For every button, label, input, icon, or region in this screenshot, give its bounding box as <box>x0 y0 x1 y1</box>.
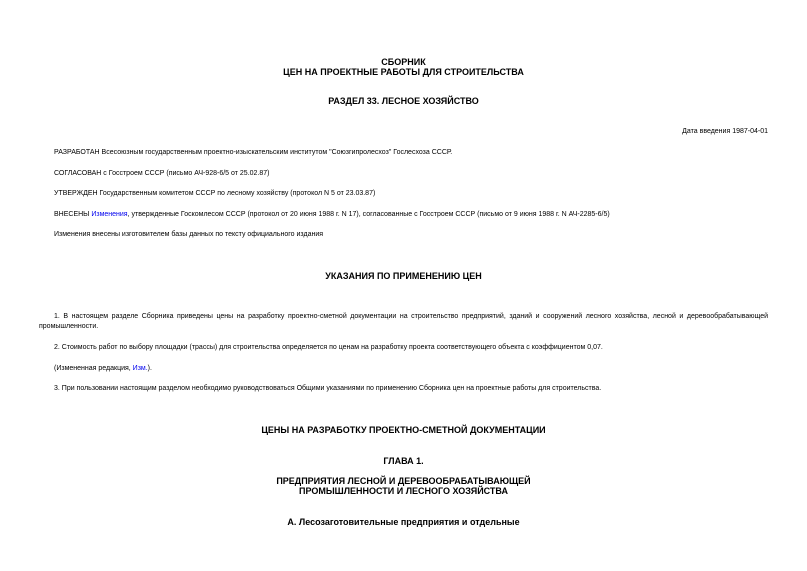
chapter-title-line-2: ПРОМЫШЛЕННОСТИ И ЛЕСНОГО ХОЗЯЙСТВА <box>299 486 508 496</box>
introduced-prefix: ВНЕСЕНЫ <box>54 211 92 218</box>
developed-note: РАЗРАБОТАН Всесоюзным государственным проектно-изыскательским институтом "Союзгипролесхоз" Гослесхоза СССР. <box>54 149 453 156</box>
section-title: РАЗДЕЛ 33. ЛЕСНОЕ ХОЗЯЙСТВО <box>328 96 479 106</box>
note-suffix: ). <box>147 365 152 372</box>
introduced-note <box>54 210 610 219</box>
chapter-number: ГЛАВА 1. <box>383 456 424 466</box>
subsection-title: А. Лесозаготовительные предприятия и отдельные <box>287 517 520 527</box>
note-prefix: (Измененная редакция, <box>54 365 133 372</box>
changes-note: Изменения внесены изготовителем базы данных по тексту официального издания <box>54 231 324 238</box>
introduced-suffix: , утвержденные Госкомлесом СССР (протокол от 20 июня 1988 г. N 17), согласованные с Госстроем СССР (письмо от 9 июня 1988 г. N АЧ-2285-6/5) <box>127 211 610 218</box>
usage-paragraph-2-note <box>54 364 152 373</box>
change-link[interactable]: Изм. <box>132 365 148 372</box>
intro-date: Дата введения 1987-04-01 <box>682 128 768 135</box>
usage-heading: УКАЗАНИЯ ПО ПРИМЕНЕНИЮ ЦЕН <box>325 271 482 281</box>
approved-note: УТВЕРЖДЕН Государственным комитетом СССР по лесному хозяйству (протокол N 5 от 23.03.87) <box>54 190 376 197</box>
changes-link[interactable]: Изменения <box>91 211 128 218</box>
usage-paragraph-3: 3. При пользовании настоящим разделом необходимо руководствоваться Общими указаниями по применению Сборника цен на проектные работы для строительства. <box>54 385 602 392</box>
agreed-note: СОГЛАСОВАН с Госстроем СССР (письмо АЧ-928-6/5 от 25.02.87) <box>54 170 270 177</box>
prices-heading: ЦЕНЫ НА РАЗРАБОТКУ ПРОЕКТНО-СМЕТНОЙ ДОКУМЕНТАЦИИ <box>261 425 546 435</box>
chapter-title-line-1: ПРЕДПРИЯТИЯ ЛЕСНОЙ И ДЕРЕВООБРАБАТЫВАЮЩЕЙ <box>276 476 531 486</box>
usage-paragraph-1: 1. В настоящем разделе Сборника приведены цены на разработку проектно-сметной документации на строительство предприятий, зданий и сооружений лесного хозяйства, лесной и деревообрабатывающей промышленности. <box>39 313 768 330</box>
collection-subtitle: ЦЕН НА ПРОЕКТНЫЕ РАБОТЫ ДЛЯ СТРОИТЕЛЬСТВА <box>283 67 524 77</box>
collection-title: СБОРНИК <box>381 57 426 67</box>
usage-paragraph-2: 2. Стоимость работ по выбору площадки (трассы) для строительства определяется по ценам на разработку проекта соответствующего объекта с коэффициентом 0,07. <box>54 344 603 351</box>
